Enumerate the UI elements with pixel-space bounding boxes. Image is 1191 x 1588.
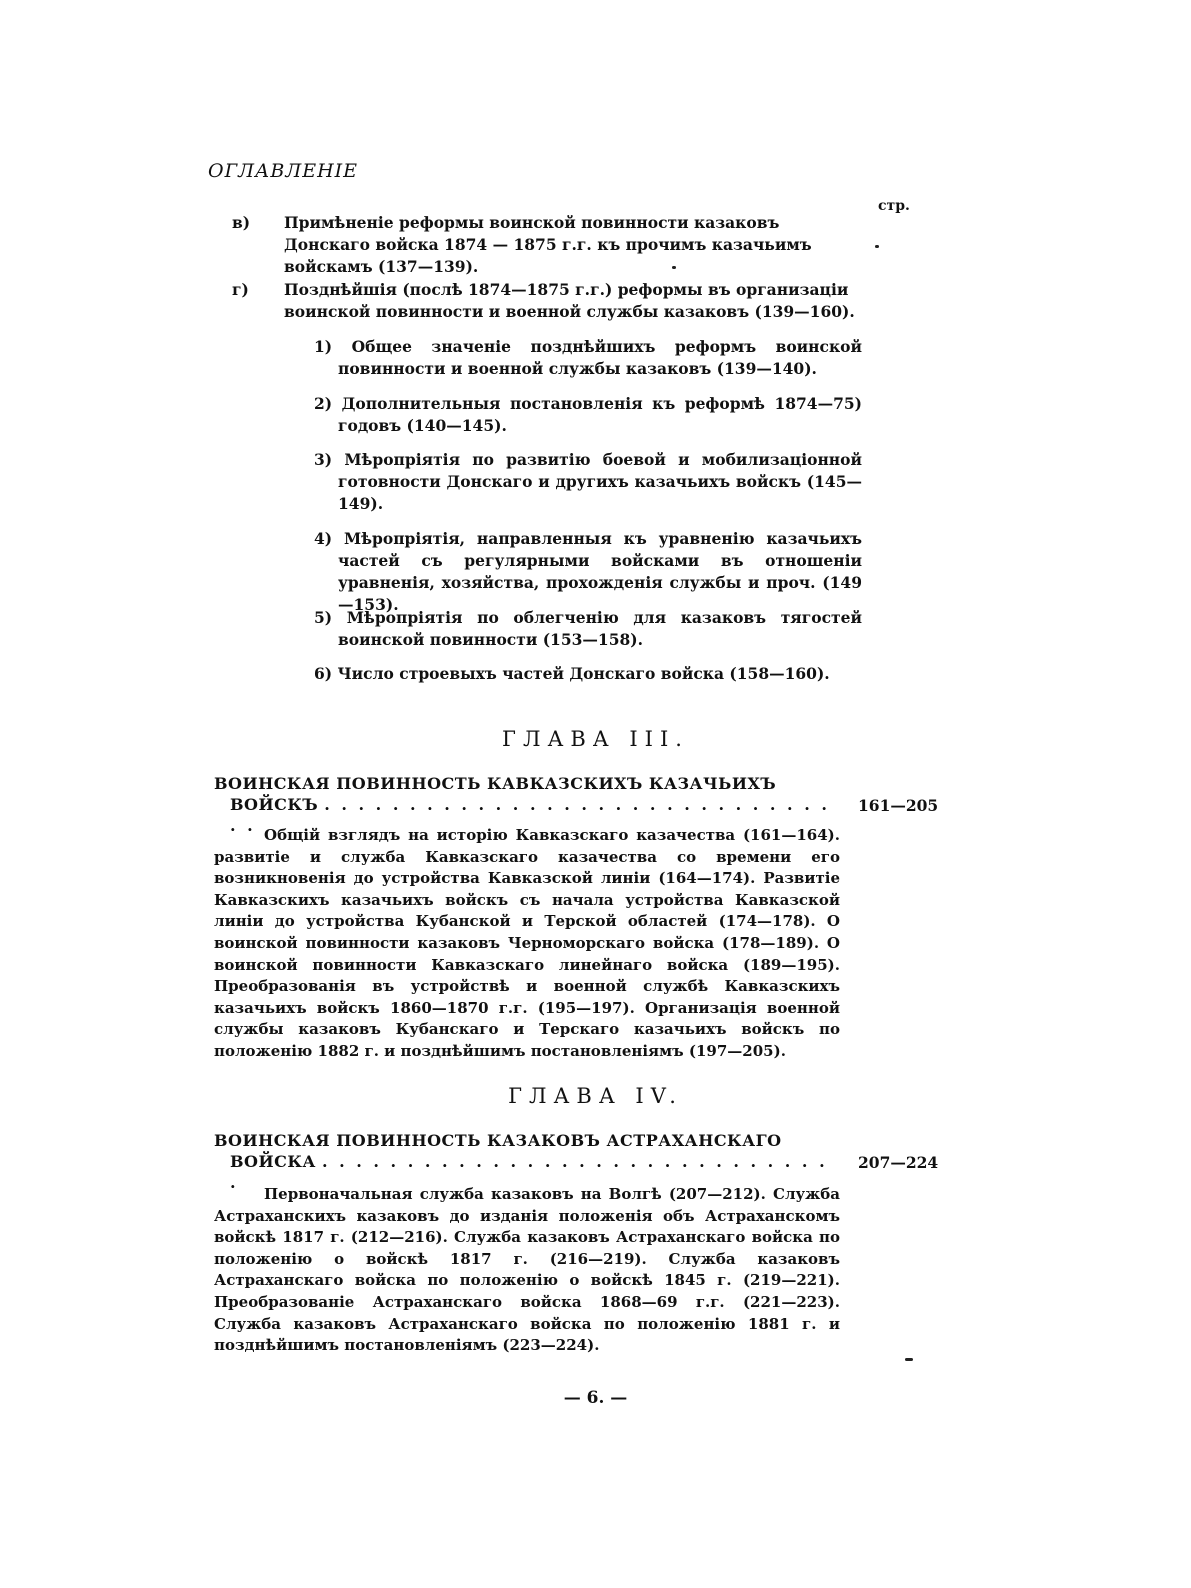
entry-text: Позднѣйшія (послѣ 1874—1875 г.г.) реформы въ организаціи воинской повинности и военной службы казаковъ (139—160). xyxy=(284,280,855,321)
leader-dots: . . . . . . . . . . . . . . . . . . . . . . . . . . . . . . . . xyxy=(230,795,830,835)
subentry-label: 4) xyxy=(314,529,333,548)
toc-subentry-2 xyxy=(314,393,862,437)
chapter-4-title-line1: ВОИНСКАЯ ПОВИННОСТЬ КАЗАКОВЪ АСТРАХАНСКАГО xyxy=(214,1131,782,1150)
subentry-text: Число строевыхъ частей Донскаго войска (158—160). xyxy=(337,664,830,683)
toc-subentry-4 xyxy=(314,528,862,616)
chapter-4-summary: Первоначальная служба казаковъ на Волгѣ (207—212). Служба Астраханскихъ казаковъ до изданія положенія объ Астраханскомъ войскѣ 1817 г. (212—216). Служба казаковъ Астраханскаго войска по положенію о войскѣ 1817 г. (216—219). Служба казаковъ Астраханскаго войска по положенію о войскѣ 1845 г. (219—221). Преобразованіе Астраханскаго войска 1868—69 г.г. (221—223). Служба казаковъ Астраханскаго войска по положенію 1881 г. и позднѣйшимъ постановленіямъ (223—224). xyxy=(214,1185,840,1355)
scan-speck xyxy=(905,1358,913,1361)
subentry-label: 1) xyxy=(314,337,333,356)
subentry-text: Мѣропріятія, направленныя къ уравненію казачьихъ частей съ регулярными войсками въ отношеніи уравненія, хозяйства, прохожденія службы и проч. (149—153). xyxy=(338,529,862,614)
page-column-label: стр. xyxy=(878,198,910,214)
subentry-label: 6) xyxy=(314,664,333,683)
chapter-3-heading: ГЛАВА III. xyxy=(502,727,689,751)
toc-entry-g xyxy=(232,279,864,323)
chapter-4-pages: 207—224 xyxy=(858,1153,939,1172)
subentry-text: Общее значеніе позднѣйшихъ реформъ воинской повинности и военной службы казаковъ (139—140). xyxy=(338,337,862,378)
chapter-3-title-line1: ВОИНСКАЯ ПОВИННОСТЬ КАВКАЗСКИХЪ КАЗАЧЬИХЪ xyxy=(214,774,777,793)
entry-label: в) xyxy=(232,213,251,232)
subentry-text: Дополнительныя постановленія къ реформѣ 1874—75) годовъ (140—145). xyxy=(338,394,862,435)
subentry-text: Мѣропріятія по облегченію для казаковъ тягостей воинской повинности (153—158). xyxy=(338,608,862,649)
chapter-3-pages: 161—205 xyxy=(858,796,939,815)
subentry-label: 3) xyxy=(314,450,333,469)
entry-text: Примѣненіе реформы воинской повинности казаковъ Донскаго войска 1874 — 1875 г.г. къ прочимъ казачьимъ войскамъ (137—139). xyxy=(284,213,812,276)
entry-label: г) xyxy=(232,280,249,299)
subentry-label: 2) xyxy=(314,394,333,413)
page-number: — 6. — xyxy=(563,1388,628,1408)
subentry-text: Мѣропріятія по развитію боевой и мобилизаціонной готовности Донскаго и другихъ казачьихъ войскъ (145—149). xyxy=(338,450,862,513)
toc-entry-v xyxy=(232,212,864,278)
chapter-4-heading: ГЛАВА IV. xyxy=(508,1084,683,1108)
chapter-3-summary: Общій взглядъ на исторію Кавказскаго казачества (161—164). развитіе и служба Кавказскаго казачества со времени его возникновенія до устройства Кавказской линіи (164—174). Развитіе Кавказскихъ казачьихъ войскъ съ начала устройства Кавказской линіи до устройства Кубанской и Терской областей (174—178). О воинской повинности казаковъ Черноморскаго войска (178—189). О воинской повинности Кавказскаго линейнаго войска (189—195). Преобразованія въ устройствѣ и военной службѣ Кавказскихъ казачьихъ войскъ 1860—1870 г.г. (195—197). Организація военной службы казаковъ Кубанскаго и Терскаго казачьихъ войскъ по положенію 1882 г. и позднѣйшимъ постановленіямъ (197—205). xyxy=(214,826,840,1060)
toc-subentry-5 xyxy=(314,607,862,651)
scan-speck xyxy=(672,266,676,269)
scan-speck xyxy=(875,245,879,248)
running-title: ОГЛАВЛЕНІЕ xyxy=(208,160,359,182)
toc-subentry-3 xyxy=(314,449,862,515)
toc-subentry-6 xyxy=(314,663,862,685)
toc-subentry-1 xyxy=(314,336,862,380)
leader-dots: . . . . . . . . . . . . . . . . . . . . . . . . . . . . . . . xyxy=(230,1152,828,1192)
chapter-4-title-line2: ВОЙСКА xyxy=(230,1152,316,1171)
chapter-3-title-line2: ВОЙСКЪ xyxy=(230,795,319,814)
subentry-label: 5) xyxy=(314,608,333,627)
